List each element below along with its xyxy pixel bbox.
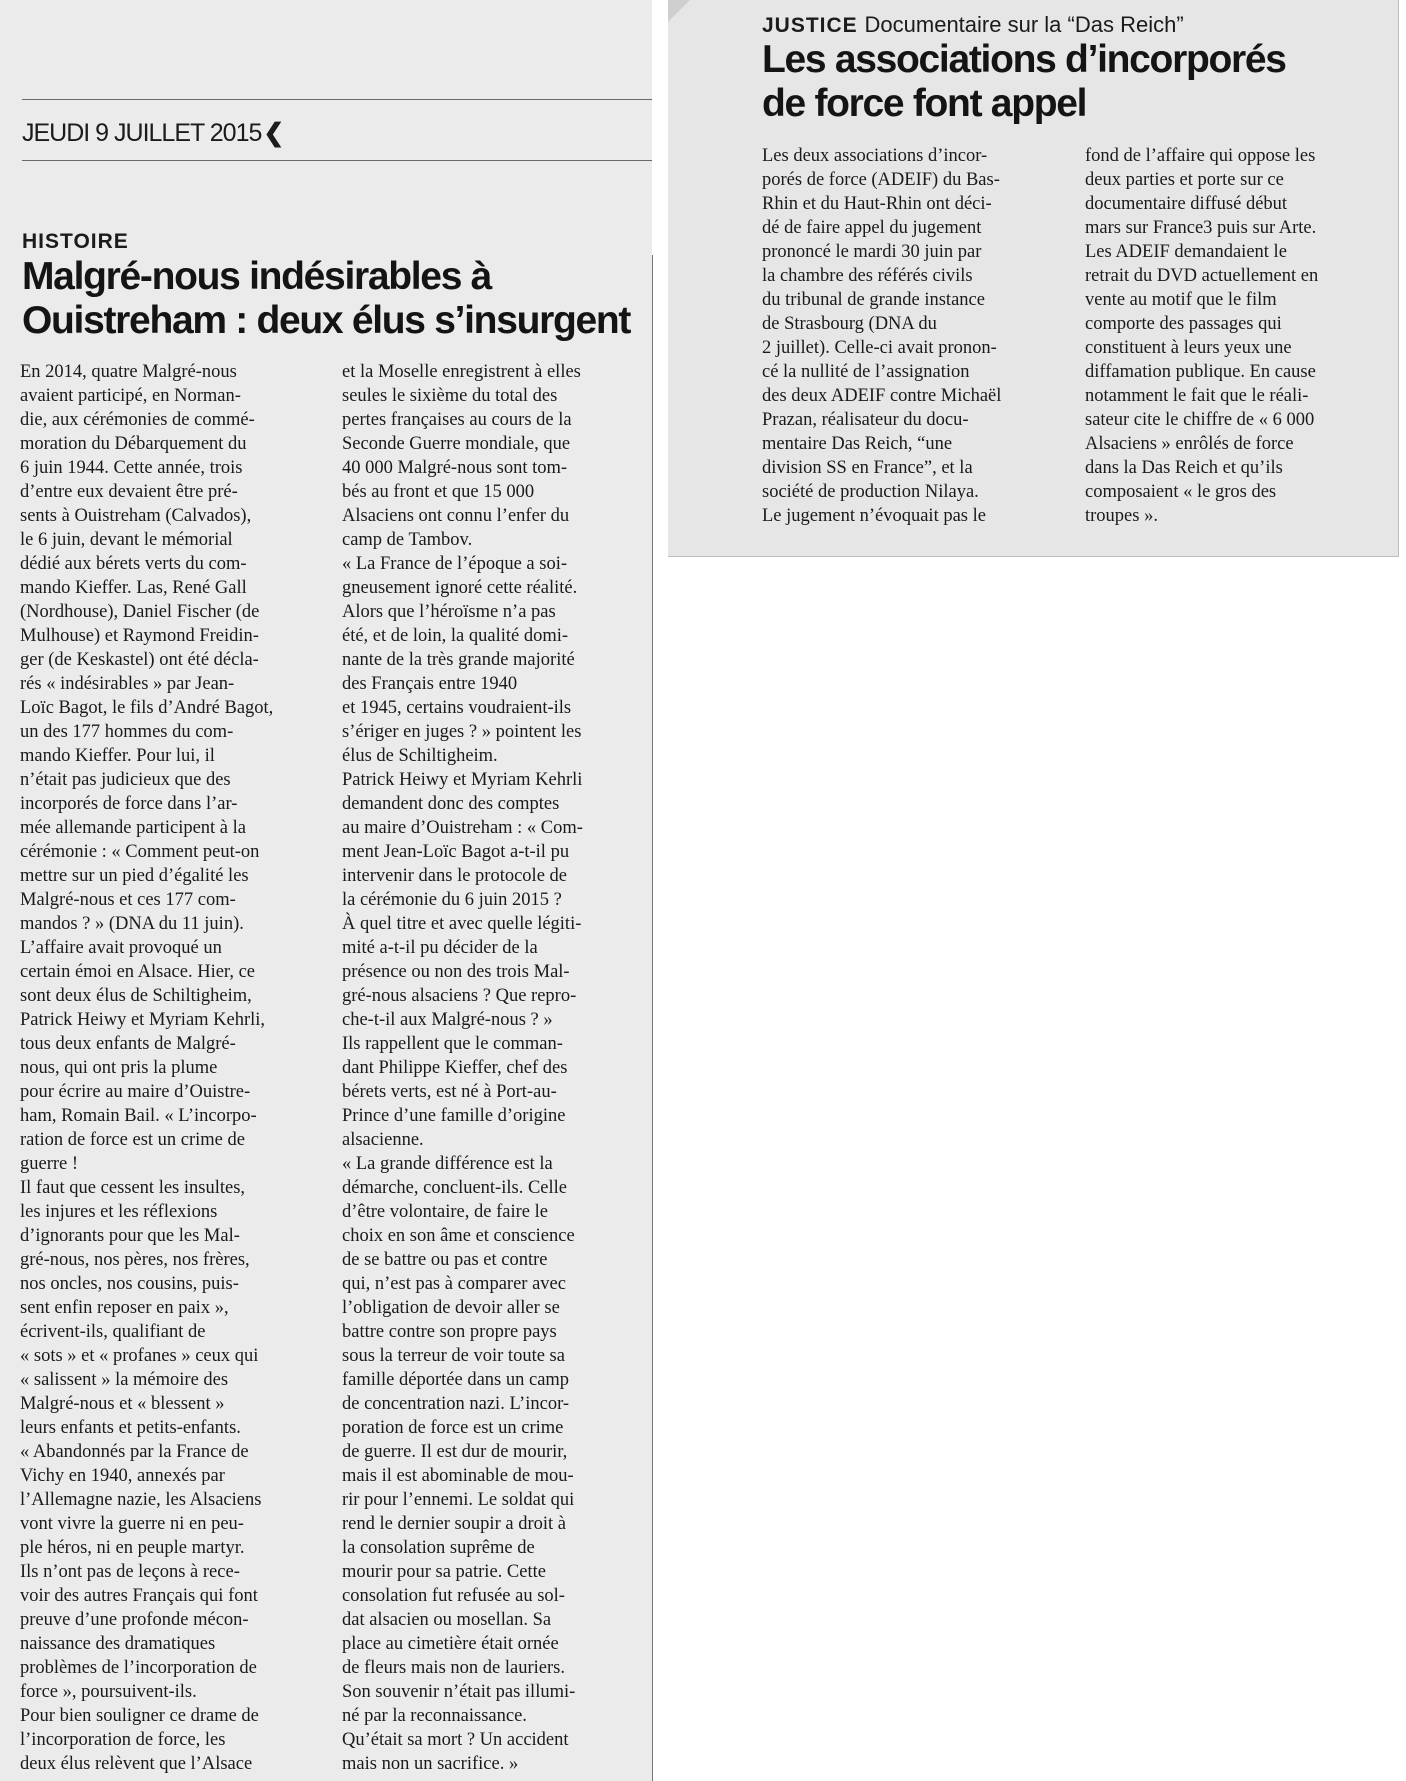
text-line: Rhin et du Haut-Rhin ont déci- — [762, 194, 992, 214]
text-line: des Français entre 1940 — [342, 674, 518, 694]
text-line: ger (de Keskastel) ont été décla- — [20, 650, 259, 670]
text-line: avaient participé, en Norman- — [20, 386, 241, 406]
text-line: de Strasbourg (DNA du — [762, 314, 937, 334]
text-line: composaient « le gros des — [1085, 482, 1277, 502]
text-line: présence ou non des trois Mal- — [342, 962, 570, 982]
main-headline — [22, 255, 630, 343]
section-kicker-justice — [762, 12, 1184, 38]
text-line: retrait du DVD actuellement en — [1085, 266, 1319, 286]
text-line: les injures et les réflexions — [20, 1202, 218, 1222]
text-line: diffamation publique. En cause — [1085, 362, 1316, 382]
text-line: Ils rappellent que le comman- — [342, 1034, 563, 1054]
text-line: Qu’était sa mort ? Un accident — [342, 1730, 569, 1750]
text-line: leurs enfants et petits-enfants. — [20, 1418, 241, 1438]
text-line: place au cimetière était ornée — [342, 1634, 559, 1654]
text-line: preuve d’une profonde mécon- — [20, 1610, 249, 1630]
text-line: intervenir dans le protocole de — [342, 866, 567, 886]
text-line: 2 juillet). Celle-ci avait pronon- — [762, 338, 997, 358]
text-line: notamment le fait que le réali- — [1085, 386, 1309, 406]
text-line: bérets verts, est né à Port-au- — [342, 1082, 557, 1102]
text-line: de guerre. Il est dur de mourir, — [342, 1442, 568, 1462]
text-line: et 1945, certains voudraient-ils — [342, 698, 572, 718]
text-line: porés de force (ADEIF) du Bas- — [762, 170, 1000, 190]
text-line: rés « indésirables » par Jean- — [20, 674, 235, 694]
justice-article-column-2 — [1085, 144, 1385, 528]
text-line: la cérémonie du 6 juin 2015 ? — [342, 890, 562, 910]
text-line: camp de Tambov. — [342, 530, 473, 550]
text-line: deux élus relèvent que l’Alsace — [20, 1754, 253, 1774]
text-line: famille déportée dans un camp — [342, 1370, 570, 1390]
issue-date — [22, 118, 283, 148]
text-line: cérémonie : « Comment peut-on — [20, 842, 260, 862]
text-line: élus de Schiltigheim. — [342, 746, 498, 766]
text-line: documentaire diffusé début — [1085, 194, 1288, 214]
folded-corner — [668, 0, 690, 22]
text-line: de fleurs mais non de lauriers. — [342, 1658, 565, 1678]
text-line: vente au motif que le film — [1085, 290, 1277, 310]
text-line: tous deux enfants de Malgré- — [20, 1034, 236, 1054]
text-line: dans la Das Reich et qu’ils — [1085, 458, 1283, 478]
text-line: été, et de loin, la qualité domi- — [342, 626, 569, 646]
text-line: Patrick Heiwy et Myriam Kehrli, — [20, 1010, 266, 1030]
text-line: moration du Débarquement du — [20, 434, 247, 454]
text-line: au maire d’Ouistreham : « Com- — [342, 818, 583, 838]
text-line: s’ériger en juges ? » pointent les — [342, 722, 582, 742]
text-line: poration de force est un crime — [342, 1418, 564, 1438]
text-line: die, aux cérémonies de commé- — [20, 410, 255, 430]
text-line: problèmes de l’incorporation de — [20, 1658, 257, 1678]
text-line: mentaire Das Reich, “une — [762, 434, 953, 454]
text-line: division SS en France”, et la — [762, 458, 973, 478]
text-line: gré-nous alsaciens ? Que repro- — [342, 986, 577, 1006]
main-headline-line-2: Ouistreham : deux élus s’insurgent — [22, 299, 631, 342]
text-line: che-t-il aux Malgré-nous ? » — [342, 1010, 553, 1030]
text-line: L’affaire avait provoqué un — [20, 938, 222, 958]
text-line: sateur cite le chiffre de « 6 000 — [1085, 410, 1315, 430]
text-line: 40 000 Malgré-nous sont tom- — [342, 458, 568, 478]
text-line: fond de l’affaire qui oppose les — [1085, 146, 1316, 166]
text-line: Les deux associations d’incor- — [762, 146, 988, 166]
text-line: Seconde Guerre mondiale, que — [342, 434, 571, 454]
text-line: Le jugement n’évoquait pas le — [762, 506, 986, 526]
text-line: démarche, concluent-ils. Celle — [342, 1178, 567, 1198]
text-line: qui, n’est pas à comparer avec — [342, 1274, 566, 1294]
text-line: voir des autres Français qui font — [20, 1586, 258, 1606]
justice-topic: Documentaire sur la “Das Reich” — [864, 12, 1184, 37]
text-line: sous la terreur de voir toute sa — [342, 1346, 565, 1366]
text-line: mais il est abominable de mou- — [342, 1466, 574, 1486]
text-line: « sots » et « profanes » ceux qui — [20, 1346, 259, 1366]
text-line: 6 juin 1944. Cette année, trois — [20, 458, 243, 478]
text-line: mars sur France3 puis sur Arte. — [1085, 218, 1317, 238]
text-line: gneusement ignoré cette réalité. — [342, 578, 578, 598]
text-line: dé de faire appel du jugement — [762, 218, 982, 238]
text-line: alsacienne. — [342, 1130, 424, 1150]
text-line: d’être volontaire, de faire le — [342, 1202, 548, 1222]
date-rule — [22, 160, 652, 161]
text-line: Les ADEIF demandaient le — [1085, 242, 1287, 262]
main-headline-line-1: Malgré-nous indésirables à — [22, 255, 492, 298]
text-line: « La France de l’époque a soi- — [342, 554, 567, 574]
text-line: force », poursuivent-ils. — [20, 1682, 197, 1702]
text-line: ham, Romain Bail. « L’incorpo- — [20, 1106, 257, 1126]
text-line: Malgré-nous et ces 177 com- — [20, 890, 236, 910]
text-line: naissance des dramatiques — [20, 1634, 216, 1654]
text-line: choix en son âme et conscience — [342, 1226, 575, 1246]
text-line: mée allemande participent à la — [20, 818, 246, 838]
text-line: prononcé le mardi 30 juin par — [762, 242, 982, 262]
text-line: Prazan, réalisateur du docu- — [762, 410, 969, 430]
text-line: constituent à leurs yeux une — [1085, 338, 1292, 358]
text-line: bés au front et que 15 000 — [342, 482, 535, 502]
text-line: Son souvenir n’était pas illumi- — [342, 1682, 576, 1702]
justice-article-column-1 — [762, 144, 1058, 528]
text-line: l’obligation de devoir aller se — [342, 1298, 560, 1318]
text-line: dédié aux bérets verts du com- — [20, 554, 247, 574]
justice-headline-line-2: de force font appel — [762, 82, 1087, 125]
text-line: du tribunal de grande instance — [762, 290, 985, 310]
text-line: d’ignorants pour que les Mal- — [20, 1226, 240, 1246]
text-line: mettre sur un pied d’égalité les — [20, 866, 249, 886]
text-line: d’entre eux devaient être pré- — [20, 482, 238, 502]
justice-headline — [762, 38, 1286, 126]
text-line: dat alsacien ou mosellan. Sa — [342, 1610, 552, 1630]
text-line: Mulhouse) et Raymond Freidin- — [20, 626, 259, 646]
text-line: Alors que l’héroïsme n’a pas — [342, 602, 556, 622]
text-line: nos oncles, nos cousins, puis- — [20, 1274, 239, 1294]
section-kicker-histoire: HISTOIRE — [22, 230, 129, 253]
text-line: En 2014, quatre Malgré-nous — [20, 362, 237, 382]
justice-kicker-label: JUSTICE — [762, 14, 858, 37]
text-line: « salissent » la mémoire des — [20, 1370, 229, 1390]
text-line: nante de la très grande majorité — [342, 650, 575, 670]
text-line: demandent donc des comptes — [342, 794, 560, 814]
text-line: comporte des passages qui — [1085, 314, 1282, 334]
text-line: la chambre des référés civils — [762, 266, 973, 286]
text-line: société de production Nilaya. — [762, 482, 979, 502]
text-line: « Abandonnés par la France de — [20, 1442, 249, 1462]
text-line: mando Kieffer. Pour lui, il — [20, 746, 215, 766]
text-line: À quel titre et avec quelle légiti- — [342, 914, 582, 934]
text-line: l’Allemagne nazie, les Alsaciens — [20, 1490, 262, 1510]
text-line: ration de force est un crime de — [20, 1130, 245, 1150]
text-line: la consolation suprême de — [342, 1538, 535, 1558]
text-line: Patrick Heiwy et Myriam Kehrli — [342, 770, 583, 790]
column-divider — [652, 255, 653, 1781]
text-line: Alsaciens » enrôlés de force — [1085, 434, 1294, 454]
text-line: Loïc Bagot, le fils d’André Bagot, — [20, 698, 274, 718]
text-line: seules le sixième du total des — [342, 386, 558, 406]
text-line: consolation fut refusée au sol- — [342, 1586, 565, 1606]
text-line: guerre ! — [20, 1154, 79, 1174]
text-line: sent enfin reposer en paix », — [20, 1298, 229, 1318]
text-line: de se battre ou pas et contre — [342, 1250, 548, 1270]
text-line: pertes françaises au cours de la — [342, 410, 572, 430]
main-article-column-2 — [342, 360, 652, 1776]
text-line: battre contre son propre pays — [342, 1322, 557, 1342]
date-arrow-icon: ❮ — [263, 119, 284, 147]
text-line: troupes ». — [1085, 506, 1158, 526]
text-line: rend le dernier soupir a droit à — [342, 1514, 566, 1534]
text-line: ment Jean-Loïc Bagot a-t-il pu — [342, 842, 570, 862]
text-line: et la Moselle enregistrent à elles — [342, 362, 581, 382]
text-line: mourir pour sa patrie. Cette — [342, 1562, 546, 1582]
text-line: mando Kieffer. Las, René Gall — [20, 578, 247, 598]
text-line: dant Philippe Kieffer, chef des — [342, 1058, 568, 1078]
text-line: de concentration nazi. L’incor- — [342, 1394, 570, 1414]
text-line: Pour bien souligner ce drame de — [20, 1706, 259, 1726]
text-line: n’était pas judicieux que des — [20, 770, 231, 790]
text-line: Malgré-nous et « blessent » — [20, 1394, 225, 1414]
text-line: deux parties et porte sur ce — [1085, 170, 1284, 190]
text-line: incorporés de force dans l’ar- — [20, 794, 238, 814]
text-line: sents à Ouistreham (Calvados), — [20, 506, 252, 526]
text-line: « La grande différence est la — [342, 1154, 553, 1174]
text-line: mité a-t-il pu décider de la — [342, 938, 538, 958]
text-line: ple héros, ni en peuple martyr. — [20, 1538, 245, 1558]
text-line: Alsaciens ont connu l’enfer du — [342, 506, 570, 526]
top-rule — [22, 99, 652, 100]
text-line: Vichy en 1940, annexés par — [20, 1466, 225, 1486]
issue-date-text: JEUDI 9 JUILLET 2015 — [22, 119, 262, 147]
text-line: mandos ? » (DNA du 11 juin). — [20, 914, 244, 934]
justice-headline-line-1: Les associations d’incorporés — [762, 38, 1286, 81]
text-line: nous, qui ont pris la plume — [20, 1058, 218, 1078]
text-line: Ils n’ont pas de leçons à rece- — [20, 1562, 240, 1582]
text-line: gré-nous, nos pères, nos frères, — [20, 1250, 250, 1270]
text-line: cé la nullité de l’assignation — [762, 362, 970, 382]
text-line: rir pour l’ennemi. Le soldat qui — [342, 1490, 575, 1510]
text-line: l’incorporation de force, les — [20, 1730, 226, 1750]
text-line: pour écrire au maire d’Ouistre- — [20, 1082, 251, 1102]
text-line: mais non un sacrifice. » — [342, 1754, 519, 1774]
main-article-column-1 — [20, 360, 332, 1776]
text-line: des deux ADEIF contre Michaël — [762, 386, 1002, 406]
text-line: (Nordhouse), Daniel Fischer (de — [20, 602, 260, 622]
text-line: le 6 juin, devant le mémorial — [20, 530, 233, 550]
text-line: sont deux élus de Schiltigheim, — [20, 986, 252, 1006]
text-line: certain émoi en Alsace. Hier, ce — [20, 962, 256, 982]
text-line: vont vivre la guerre ni en peu- — [20, 1514, 244, 1534]
text-line: né par la reconnaissance. — [342, 1706, 527, 1726]
text-line: Il faut que cessent les insultes, — [20, 1178, 246, 1198]
text-line: un des 177 hommes du com- — [20, 722, 234, 742]
text-line: Prince d’une famille d’origine — [342, 1106, 566, 1126]
text-line: écrivent-ils, qualifiant de — [20, 1322, 206, 1342]
